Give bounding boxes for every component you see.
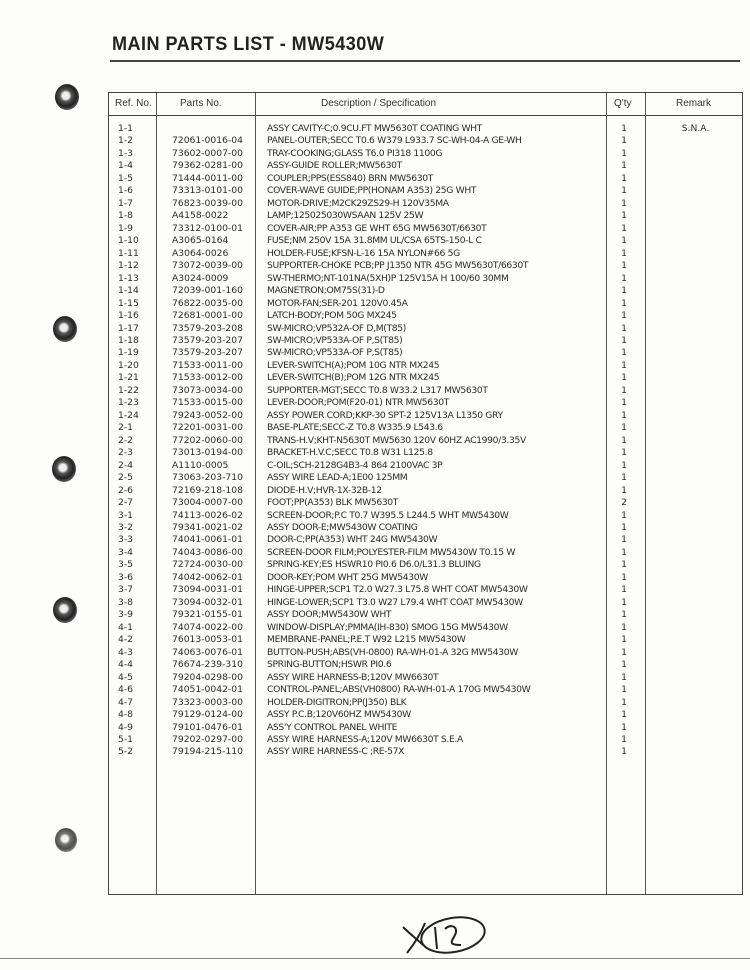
parts-no-cell: 73004-0007-00 [172, 497, 243, 509]
parts-no-cell: 73073-0034-00 [172, 384, 243, 396]
ref-no-cell: 1-15 [118, 297, 139, 309]
qty-cell: 1 [621, 147, 627, 159]
qty-cell: 1 [621, 684, 627, 696]
qty-cell: 1 [621, 123, 627, 134]
table-row [109, 460, 742, 472]
description-cell: WINDOW-DISPLAY;PMMA(IH-830) SMOG 15G MW5430W [267, 621, 508, 633]
description-cell: LEVER-SWITCH(A);POM 10G NTR MX245 [267, 359, 440, 371]
parts-no-cell: A3064-0026 [172, 247, 229, 259]
description-cell: MAGNETRON;OM75S(31)-D [267, 285, 385, 297]
table-row [109, 510, 742, 522]
description-cell: ASSY WIRE HARNESS-A;120V MW6630T S.E.A [267, 733, 463, 745]
table-row [109, 472, 742, 484]
binder-hole-2 [53, 316, 77, 342]
ref-no-cell: 2-7 [118, 497, 134, 509]
table-row [109, 160, 742, 172]
parts-no-cell: 74113-0026-02 [172, 509, 243, 521]
parts-no-cell: 79101-0476-01 [172, 721, 243, 733]
qty-cell: 1 [621, 322, 627, 334]
table-row [109, 310, 742, 322]
qty-cell: 1 [621, 172, 627, 184]
description-cell: SUPPORTER-CHOKE PCB;PP J1350 NTR 45G MW5630T/6630T [267, 260, 529, 272]
qty-cell: 1 [621, 534, 627, 546]
qty-cell: 1 [621, 596, 627, 608]
ref-no-cell: 1-1 [118, 123, 134, 134]
description-cell: ASSY DOOR;MW5430W WHT [267, 609, 392, 621]
qty-cell: 1 [621, 584, 627, 596]
table-row [109, 273, 742, 285]
description-cell: ASSY P.C.B;120V60HZ MW5430W [267, 709, 411, 721]
description-cell: COVER-AIR;PP A353 GE WHT 65G MW5630T/6630T [267, 222, 487, 234]
parts-no-cell: 76822-0035-00 [172, 297, 243, 309]
description-cell: ASSY DOOR-E;MW5430W COATING [267, 522, 418, 533]
description-cell: MOTOR-FAN;SER-201 120V0.45A [267, 297, 408, 309]
parts-no-cell: 77202-0060-00 [172, 434, 243, 446]
ref-no-cell: 4-5 [118, 671, 134, 683]
ref-no-cell: 4-9 [118, 721, 134, 733]
qty-cell: 2 [621, 497, 627, 509]
ref-no-cell: 1-11 [118, 247, 139, 259]
ref-no-cell: 4-6 [118, 684, 134, 696]
qty-cell: 1 [621, 272, 627, 284]
parts-no-cell: A3024-0009 [172, 272, 229, 284]
table-row [109, 572, 742, 584]
description-cell: ASSY WIRE HARNESS-C ;RE-57X [267, 746, 405, 758]
qty-cell: 1 [621, 609, 627, 621]
description-cell: BASE-PLATE;SECC-Z T0.8 W335.9 L543.6 [267, 422, 443, 434]
table-row [109, 422, 742, 434]
table-row [109, 497, 742, 509]
qty-cell: 1 [621, 634, 627, 646]
ref-no-cell: 2-5 [118, 472, 134, 484]
parts-no-cell: 71533-0015-00 [172, 397, 243, 409]
binder-hole-4 [53, 597, 77, 623]
parts-no-cell: 79362-0281-00 [172, 160, 243, 172]
ref-no-cell: 1-12 [118, 260, 139, 272]
parts-no-cell: 76674-239-310 [172, 659, 243, 671]
description-cell: ASSY CAVITY-C;0.9CU.FT MW5630T COATING WHT [267, 123, 482, 134]
header-qty: Q'ty [614, 98, 632, 109]
header-description: Description / Specification [321, 98, 437, 109]
description-cell: LEVER-SWITCH(B);POM 12G NTR MX245 [267, 372, 440, 384]
description-cell: COVER-WAVE GUIDE;PP(HONAM A353) 25G WHT [267, 185, 477, 197]
qty-cell: 1 [621, 247, 627, 259]
description-cell: MOTOR-DRIVE;M2CK29ZS29-H 120V35MA [267, 197, 449, 209]
qty-cell: 1 [621, 696, 627, 708]
ref-no-cell: 1-18 [118, 334, 139, 346]
parts-no-cell: 72039-001-160 [172, 285, 243, 297]
qty-cell: 1 [621, 447, 627, 459]
qty-cell: 1 [621, 472, 627, 484]
table-row [109, 123, 742, 135]
qty-cell: 1 [621, 621, 627, 633]
ref-no-cell: 4-3 [118, 646, 134, 658]
ref-no-cell: 1-17 [118, 322, 139, 334]
description-cell: BRACKET-H.V.C;SECC T0.8 W31 L125.8 [267, 447, 433, 459]
ref-no-cell: 3-2 [118, 522, 134, 533]
ref-no-cell: 1-10 [118, 235, 139, 247]
qty-cell: 1 [621, 709, 627, 721]
qty-cell: 1 [621, 334, 627, 346]
ref-no-cell: 1-3 [118, 147, 134, 159]
table-row [109, 385, 742, 397]
qty-cell: 1 [621, 135, 627, 147]
table-row [109, 584, 742, 596]
ref-no-cell: 2-4 [118, 459, 134, 471]
table-row [109, 148, 742, 160]
description-cell: C-OIL;SCH-2128G4B3-4 864 2100VAC 3P [267, 459, 443, 471]
table-row [109, 597, 742, 609]
parts-no-cell: 73013-0194-00 [172, 447, 243, 459]
qty-cell: 1 [621, 260, 627, 272]
table-row [109, 173, 742, 185]
binder-hole-1 [55, 84, 79, 110]
ref-no-cell: 1-6 [118, 185, 134, 197]
qty-cell: 1 [621, 659, 627, 671]
description-cell: MEMBRANE-PANEL;P.E.T W92 L215 MW5430W [267, 634, 466, 646]
header-remark: Remark [676, 98, 712, 109]
table-row [109, 622, 742, 634]
ref-no-cell: 1-2 [118, 135, 134, 147]
ref-no-cell: 5-2 [118, 746, 134, 758]
description-cell: SW-MICRO;VP533A-OF P,S(T85) [267, 334, 403, 346]
ref-no-cell: 3-8 [118, 596, 134, 608]
ref-no-cell: 4-2 [118, 634, 134, 646]
qty-cell: 1 [621, 297, 627, 309]
qty-cell: 1 [621, 559, 627, 571]
parts-no-cell: 74042-0062-01 [172, 571, 243, 583]
parts-no-cell: 73579-203-208 [172, 322, 243, 334]
ref-no-cell: 2-3 [118, 447, 134, 459]
parts-no-cell: 74051-0042-01 [172, 684, 243, 696]
qty-cell: 1 [621, 721, 627, 733]
table-row [109, 360, 742, 372]
table-row [109, 734, 742, 746]
table-row [109, 210, 742, 222]
description-cell: HINGE-LOWER;SCP1 T3.0 W27 L79.4 WHT COAT MW5430W [267, 596, 523, 608]
qty-cell: 1 [621, 384, 627, 396]
parts-no-cell: 74041-0061-01 [172, 534, 243, 546]
page-title: MAIN PARTS LIST - MW5430W [112, 34, 385, 55]
ref-no-cell: 3-7 [118, 584, 134, 596]
qty-cell: 1 [621, 397, 627, 409]
table-row [109, 298, 742, 310]
ref-no-cell: 1-9 [118, 222, 134, 234]
parts-no-cell: 73579-203-207 [172, 334, 243, 346]
table-row [109, 634, 742, 646]
table-body [109, 123, 742, 759]
ref-no-cell: 1-22 [118, 384, 139, 396]
table-header [109, 93, 742, 116]
ref-no-cell: 1-23 [118, 397, 139, 409]
qty-cell: 1 [621, 197, 627, 209]
parts-no-cell: 79194-215-110 [172, 746, 243, 758]
table-row [109, 522, 742, 534]
parts-no-cell: 73313-0101-00 [172, 185, 243, 197]
ref-no-cell: 4-8 [118, 709, 134, 721]
table-row [109, 647, 742, 659]
table-row [109, 335, 742, 347]
description-cell: SCREEN-DOOR FILM;POLYESTER-FILM MW5430W T0.15 W [267, 546, 516, 558]
parts-no-cell: 72681-0001-00 [172, 310, 243, 322]
qty-cell: 1 [621, 522, 627, 533]
table-row [109, 185, 742, 197]
parts-no-cell: 73323-0003-00 [172, 696, 243, 708]
description-cell: ASSY WIRE HARNESS-B;120V MW6630T [267, 671, 439, 683]
parts-no-cell: A1110-0005 [172, 459, 229, 471]
description-cell: SPRING-KEY;ES HSWR10 PI0.6 D6.0/L31.3 BLUING [267, 559, 481, 571]
binder-hole-3 [52, 456, 76, 482]
table-row [109, 697, 742, 709]
table-row [109, 447, 742, 459]
table-row [109, 347, 742, 359]
ref-no-cell: 1-13 [118, 272, 139, 284]
qty-cell: 1 [621, 746, 627, 758]
parts-no-cell: 73063-203-710 [172, 472, 243, 484]
description-cell: DOOR-C;PP(A353) WHT 24G MW5430W [267, 534, 438, 546]
table-row [109, 547, 742, 559]
qty-cell: 1 [621, 733, 627, 745]
ref-no-cell: 3-9 [118, 609, 134, 621]
qty-cell: 1 [621, 422, 627, 434]
table-row [109, 485, 742, 497]
header-ref-no: Ref. No. [115, 98, 152, 109]
table-row [109, 397, 742, 409]
table-row [109, 609, 742, 621]
parts-no-cell: 73602-0007-00 [172, 147, 243, 159]
remark-cell: S.N.A. [681, 123, 710, 134]
qty-cell: 1 [621, 459, 627, 471]
ref-no-cell: 3-3 [118, 534, 134, 546]
qty-cell: 1 [621, 646, 627, 658]
description-cell: DOOR-KEY;POM WHT 25G MW5430W [267, 571, 428, 583]
description-cell: DIODE-H.V;HVR-1X-32B-12 [267, 484, 382, 496]
description-cell: SUPPORTER-MGT;SECC T0.8 W33.2 L317 MW5630T [267, 384, 488, 396]
description-cell: SPRING-BUTTON;HSWR PI0.6 [267, 659, 392, 671]
parts-no-cell: 73312-0100-01 [172, 222, 243, 234]
parts-no-cell: A3065-0164 [172, 235, 229, 247]
table-row [109, 235, 742, 247]
ref-no-cell: 1-14 [118, 285, 139, 297]
table-row [109, 435, 742, 447]
qty-cell: 1 [621, 409, 627, 421]
table-row [109, 260, 742, 272]
qty-cell: 1 [621, 210, 627, 222]
parts-no-cell: 79341-0021-02 [172, 522, 243, 533]
ref-no-cell: 1-4 [118, 160, 134, 172]
ref-no-cell: 2-2 [118, 434, 134, 446]
description-cell: LEVER-DOOR;POM(F20-01) NTR MW5630T [267, 397, 450, 409]
table-row [109, 659, 742, 671]
parts-no-cell: 72061-0016-04 [172, 135, 243, 147]
ref-no-cell: 4-4 [118, 659, 134, 671]
table-row [109, 135, 742, 147]
qty-cell: 1 [621, 509, 627, 521]
description-cell: SW-MICRO;VP533A-OF P,S(T85) [267, 347, 403, 359]
description-cell: BUTTON-PUSH;ABS(VH-0800) RA-WH-01-A 32G MW5430W [267, 646, 518, 658]
ref-no-cell: 1-5 [118, 172, 134, 184]
description-cell: CONTROL-PANEL;ABS(VH0800) RA-WH-01-A 170G MW5430W [267, 684, 531, 696]
table-row [109, 323, 742, 335]
qty-cell: 1 [621, 671, 627, 683]
description-cell: ASSY-GUIDE ROLLER;MW5630T [267, 160, 402, 172]
ref-no-cell: 1-20 [118, 359, 139, 371]
qty-cell: 1 [621, 571, 627, 583]
description-cell: SCREEN-DOOR;P.C T0.7 W395.5 L244.5 WHT MW5430W [267, 509, 509, 521]
table-row [109, 672, 742, 684]
binder-hole-5 [55, 828, 77, 852]
parts-no-cell: 79202-0297-00 [172, 733, 243, 745]
qty-cell: 1 [621, 546, 627, 558]
description-cell: TRAY-COOKING;GLASS T6.0 PI318 1100G [267, 147, 443, 159]
ref-no-cell: 3-1 [118, 509, 134, 521]
parts-no-cell: 71444-0011-00 [172, 172, 243, 184]
parts-no-cell: 79129-0124-00 [172, 709, 243, 721]
footer-line [0, 958, 750, 959]
table-row [109, 722, 742, 734]
table-row [109, 709, 742, 721]
parts-no-cell: 72201-0031-00 [172, 422, 243, 434]
ref-no-cell: 4-1 [118, 621, 134, 633]
table-row [109, 534, 742, 546]
parts-no-cell: 76013-0053-01 [172, 634, 243, 646]
table-row [109, 285, 742, 297]
table-row [109, 684, 742, 696]
parts-no-cell: 74063-0076-01 [172, 646, 243, 658]
description-cell: LAMP;125025030WSAAN 125V 25W [267, 210, 424, 222]
parts-no-cell: 79204-0298-00 [172, 671, 243, 683]
parts-no-cell: 73094-0032-01 [172, 596, 243, 608]
qty-cell: 1 [621, 484, 627, 496]
description-cell: LATCH-BODY;POM 50G MX245 [267, 310, 397, 322]
parts-no-cell: 76823-0039-00 [172, 197, 243, 209]
parts-table [108, 92, 743, 895]
ref-no-cell: 2-1 [118, 422, 134, 434]
ref-no-cell: 2-6 [118, 484, 134, 496]
parts-no-cell: 71533-0012-00 [172, 372, 243, 384]
qty-cell: 1 [621, 285, 627, 297]
header-parts-no: Parts No. [180, 98, 222, 109]
ref-no-cell: 1-7 [118, 197, 134, 209]
table-row [109, 372, 742, 384]
description-cell: FUSE;NM 250V 15A 31.8MM UL/CSA 65TS-150-L C [267, 235, 482, 247]
qty-cell: 1 [621, 359, 627, 371]
description-cell: HINGE-UPPER;SCP1 T2.0 W27.3 L75.8 WHT COAT MW5430W [267, 584, 528, 596]
qty-cell: 1 [621, 347, 627, 359]
description-cell: COUPLER;PPS(ESS840) BRN MW5630T [267, 172, 433, 184]
parts-no-cell: 73094-0031-01 [172, 584, 243, 596]
qty-cell: 1 [621, 310, 627, 322]
parts-no-cell: 72169-218-108 [172, 484, 243, 496]
description-cell: FOOT;PP(A353) BLK MW5630T [267, 497, 399, 509]
table-row [109, 559, 742, 571]
ref-no-cell: 3-4 [118, 546, 134, 558]
ref-no-cell: 5-1 [118, 733, 134, 745]
description-cell: HOLDER-FUSE;KFSN-L-16 15A NYLON#66 5G [267, 247, 460, 259]
parts-no-cell: 72724-0030-00 [172, 559, 243, 571]
table-row [109, 223, 742, 235]
parts-no-cell: 74074-0022-00 [172, 621, 243, 633]
ref-no-cell: 1-24 [118, 409, 139, 421]
qty-cell: 1 [621, 372, 627, 384]
description-cell: PANEL-OUTER;SECC T0.6 W379 L933.7 SC-WH-04-A GE-WH [267, 135, 522, 147]
table-row [109, 248, 742, 260]
ref-no-cell: 3-5 [118, 559, 134, 571]
ref-no-cell: 1-19 [118, 347, 139, 359]
description-cell: SW-MICRO;VP532A-OF D,M(T85) [267, 322, 407, 334]
qty-cell: 1 [621, 160, 627, 172]
parts-no-cell: A4158-0022 [172, 210, 229, 222]
parts-no-cell: 71533-0011-00 [172, 359, 243, 371]
qty-cell: 1 [621, 185, 627, 197]
parts-no-cell: 79243-0052-00 [172, 409, 243, 421]
ref-no-cell: 1-21 [118, 372, 139, 384]
qty-cell: 1 [621, 222, 627, 234]
description-cell: ASSY WIRE LEAD-A;1E00 125MM [267, 472, 408, 484]
table-row [109, 410, 742, 422]
ref-no-cell: 3-6 [118, 571, 134, 583]
description-cell: ASSY POWER CORD;KKP-30 SPT-2 125V13A L1350 GRY [267, 409, 503, 421]
parts-no-cell: 79321-0155-01 [172, 609, 243, 621]
ref-no-cell: 1-16 [118, 310, 139, 322]
qty-cell: 1 [621, 434, 627, 446]
handwritten-signature [395, 905, 490, 960]
parts-no-cell: 73579-203-207 [172, 347, 243, 359]
description-cell: TRANS-H.V;KHT-N5630T MW5630 120V 60HZ AC1990/3.35V [267, 434, 526, 446]
title-underline [110, 60, 740, 62]
ref-no-cell: 4-7 [118, 696, 134, 708]
description-cell: SW-THERMO;NT-101NA(5XH)P 125V15A H 100/60 30MM [267, 272, 509, 284]
table-row [109, 746, 742, 758]
description-cell: ASS'Y CONTROL PANEL WHITE [267, 721, 398, 733]
description-cell: HOLDER-DIGITRON;PP(J350) BLK [267, 696, 407, 708]
table-row [109, 198, 742, 210]
ref-no-cell: 1-8 [118, 210, 134, 222]
qty-cell: 1 [621, 235, 627, 247]
parts-no-cell: 73072-0039-00 [172, 260, 243, 272]
parts-no-cell: 74043-0086-00 [172, 546, 243, 558]
